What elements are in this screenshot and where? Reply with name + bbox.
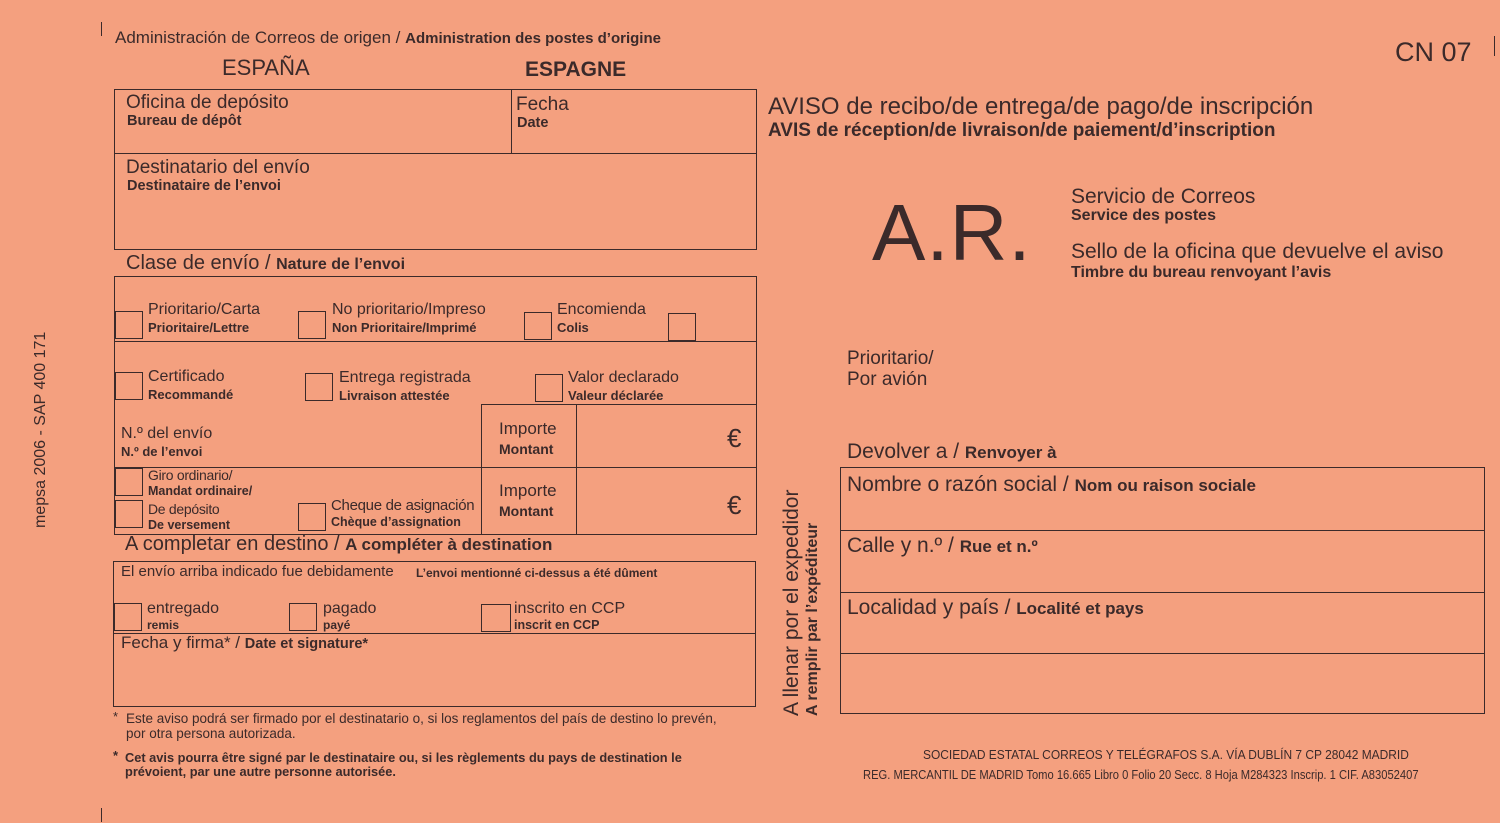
sender-note-fr: A remplir par l’expéditeur (804, 522, 821, 716)
ar-mark: A.R. (872, 188, 1032, 277)
origin-admin-label (115, 28, 661, 48)
divider (576, 404, 577, 535)
airmail-line1: Prioritario/ (847, 348, 934, 369)
priority-checkbox[interactable] (115, 311, 143, 339)
return-title-fr: Renvoyer à (964, 443, 1057, 462)
sender-note-es: A llenar por el expedidor (780, 489, 803, 716)
service-label-fr: Service des postes (1071, 207, 1216, 224)
footnote-star: * (113, 709, 119, 724)
delivery-checkbox[interactable] (305, 373, 333, 401)
office-label-es: Oficina de depósito (126, 92, 289, 113)
destination-title-es: A completar en destino / (125, 533, 340, 555)
money-order-label-fr: Mandat ordinaire/ (148, 484, 253, 498)
footnote-fr-line1: Cet avis pourra être signé par le destinataire ou, si les règlements du pays de destination le (125, 750, 682, 765)
item-class-title (126, 252, 405, 275)
euro-symbol: € (727, 423, 742, 453)
return-name-es: Nombre o razón social / (847, 473, 1069, 496)
item-number-label-es: N.º del envío (121, 425, 213, 442)
paid-checkbox[interactable] (289, 603, 317, 631)
stamp-label-fr: Timbre du bureau renvoyant l’avis (1071, 264, 1332, 281)
return-street-es: Calle y n.º / (847, 534, 954, 557)
priority-label-fr: Prioritaire/Lettre (148, 320, 250, 335)
office-label-fr: Bureau de dépôt (127, 113, 242, 129)
footnote-star: * (113, 748, 119, 763)
divider (840, 653, 1485, 654)
divider (840, 530, 1485, 531)
return-name-label (847, 473, 1256, 497)
paid-label-es: pagado (323, 600, 377, 617)
amount-label-fr: Montant (499, 441, 554, 457)
return-street-fr: Rue et n.º (959, 537, 1038, 556)
ccp-checkbox[interactable] (481, 604, 511, 632)
notice-title-fr: AVIS de réception/de livraison/de paiement/d’inscription (768, 120, 1276, 141)
cheque-label-es: Cheque de asignación (331, 497, 475, 514)
divider (511, 89, 512, 154)
return-locality-label (847, 596, 1144, 620)
origin-admin-fr: Administration des postes d’origine (405, 30, 661, 47)
nonpriority-checkbox[interactable] (298, 311, 326, 339)
amount2-label-fr: Montant (499, 503, 554, 519)
ccp-label-es: inscrito en CCP (514, 600, 626, 617)
form-code: CN 07 (1395, 37, 1472, 67)
money-deposit-label-es: De depósito (148, 501, 220, 517)
return-locality-fr: Localité et pays (1016, 599, 1144, 618)
euro-symbol: € (727, 490, 742, 520)
margin-tick (101, 22, 102, 36)
margin-tick (101, 808, 102, 822)
origin-admin-es: Administración de Correos de origen / (115, 28, 401, 47)
signature-label-es: Fecha y firma* / (121, 633, 241, 652)
divider (114, 341, 757, 342)
notice-title-es: AVISO de recibo/de entrega/de pago/de inscripción (768, 93, 1314, 120)
item-class-title-es: Clase de envío / (126, 252, 271, 274)
return-street-label (847, 534, 1038, 558)
divider (481, 404, 482, 535)
money-order-checkbox[interactable] (115, 468, 143, 496)
item-class-title-fr: Nature de l’envoi (276, 256, 406, 273)
extra-checkbox[interactable] (668, 313, 696, 341)
registered-checkbox[interactable] (115, 372, 143, 400)
divider (840, 592, 1485, 593)
money-deposit-checkbox[interactable] (115, 500, 143, 528)
insured-label-fr: Valeur déclarée (568, 388, 664, 403)
margin-tick (1494, 36, 1495, 56)
cheque-label-fr: Chèque d’assignation (331, 515, 461, 529)
insured-checkbox[interactable] (535, 374, 563, 402)
parcel-label-fr: Colis (557, 320, 589, 335)
delivered-checkbox[interactable] (114, 603, 142, 631)
divider (481, 404, 757, 405)
recipient-label-fr: Destinataire de l’envoi (127, 178, 281, 194)
airmail-line2: Por avión (847, 369, 928, 390)
return-name-fr: Nom ou raison sociale (1074, 476, 1256, 495)
footnote-es-line2: por otra persona autorizada. (126, 726, 296, 741)
origin-country-es: ESPAÑA (222, 55, 310, 80)
signature-label-fr: Date et signature* (244, 636, 369, 652)
statement-fr: L’envoi mentionné ci-dessus a été dûment (416, 566, 658, 580)
item-number-label-fr: N.º de l’envoi (121, 444, 203, 459)
date-label-es: Fecha (516, 94, 569, 115)
delivered-label-es: entregado (147, 600, 220, 617)
money-deposit-label-fr: De versement (148, 518, 230, 532)
cheque-checkbox[interactable] (298, 503, 326, 531)
amount-label-es: Importe (499, 419, 557, 438)
return-title (847, 440, 1057, 464)
paid-label-fr: payé (323, 618, 351, 632)
registered-label-fr: Recommandé (148, 387, 234, 402)
print-reference: mepsa 2006 - SAP 400 171 (32, 331, 49, 528)
destination-title (125, 533, 552, 556)
return-address-box (840, 467, 1485, 714)
delivered-label-fr: remis (147, 618, 180, 632)
divider (114, 153, 757, 154)
insured-label-es: Valor declarado (568, 369, 679, 386)
nonpriority-label-fr: Non Prioritaire/Imprimé (332, 320, 477, 335)
stamp-label-es: Sello de la oficina que devuelve el aviso (1071, 240, 1444, 263)
money-order-label-es: Giro ordinario/ (148, 467, 233, 483)
signature-label (121, 633, 368, 653)
recipient-label-es: Destinatario del envío (126, 157, 310, 178)
date-label-fr: Date (517, 115, 549, 131)
priority-label-es: Prioritario/Carta (148, 301, 261, 318)
company-line1: SOCIEDAD ESTATAL CORREOS Y TELÉGRAFOS S.A. VÍA DUBLÍN 7 CP 28042 MADRID (923, 747, 1409, 762)
amount2-label-es: Importe (499, 481, 557, 500)
return-title-es: Devolver a / (847, 440, 960, 463)
nonpriority-label-es: No prioritario/Impreso (332, 301, 486, 318)
ccp-label-fr: inscrit en CCP (514, 618, 600, 632)
return-locality-es: Localidad y país / (847, 596, 1011, 619)
origin-country-fr: ESPAGNE (525, 58, 627, 81)
footnote-fr-line2: prévoient, par une autre personne autorisée. (125, 764, 396, 779)
service-label-es: Servicio de Correos (1071, 185, 1256, 208)
parcel-checkbox[interactable] (524, 312, 552, 340)
footnote-es-line1: Este aviso podrá ser firmado por el destinatario o, si los reglamentos del país de destino lo prevén, (126, 711, 717, 726)
parcel-label-es: Encomienda (557, 301, 646, 318)
statement-es: El envío arriba indicado fue debidamente (121, 563, 394, 580)
destination-title-fr: A compléter à destination (345, 535, 553, 554)
company-line2: REG. MERCANTIL DE MADRID Tomo 16.665 Libro 0 Folio 20 Secc. 8 Hoja M284323 Inscrip. 1 CIF. A83052407 (863, 767, 1419, 782)
delivery-label-es: Entrega registrada (339, 369, 471, 386)
registered-label-es: Certificado (148, 368, 225, 385)
delivery-label-fr: Livraison attestée (339, 388, 450, 403)
